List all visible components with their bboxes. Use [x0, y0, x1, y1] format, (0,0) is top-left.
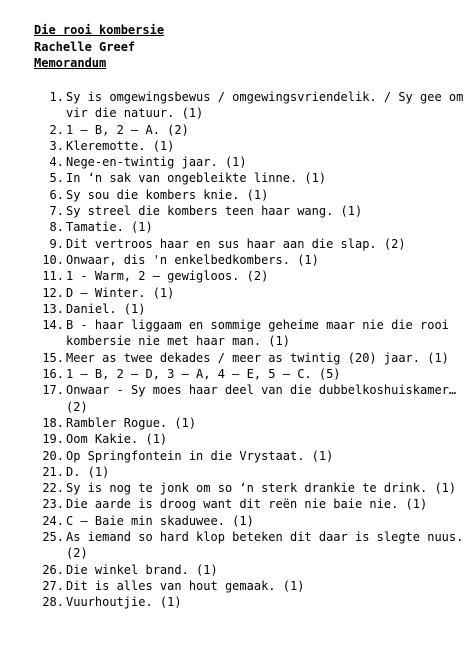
answer-item — [34, 562, 464, 578]
answer-number: 28. — [42, 595, 64, 610]
answer-text: Dit is alles van hout gemaak. (1) — [66, 578, 305, 593]
answer-text: Die aarde is droog want dit reën nie baie nie. (1) — [66, 497, 428, 512]
answer-number: 1. — [49, 90, 64, 104]
answer-item — [34, 578, 464, 594]
answer-text: Die winkel brand. (1) — [66, 562, 218, 577]
answer-text: Op Springfontein in die Vrystaat. (1) — [66, 448, 334, 463]
author-name: Rachelle Greef — [34, 39, 136, 54]
answer-item — [34, 464, 464, 480]
answer-number: 19. — [42, 432, 64, 447]
answer-number: 26. — [42, 562, 64, 577]
answer-item — [34, 415, 464, 431]
answer-text: Onwaar, dis 'n enkelbedkombers. (1) — [66, 252, 319, 267]
answer-item — [34, 285, 464, 301]
answer-text: Onwaar - Sy moes haar deel van die dubbelkoshuiskamer… (2) — [66, 383, 457, 414]
answer-text: Sy sou die kombers knie. (1) — [66, 187, 269, 202]
answer-number: 3. — [49, 138, 64, 153]
answer-item — [34, 480, 464, 496]
answer-text: D – Winter. (1) — [66, 285, 175, 300]
answer-number: 14. — [42, 318, 64, 333]
answer-text: 1 – B, 2 – A. (2) — [66, 122, 189, 137]
answer-text: Oom Kakie. (1) — [66, 432, 168, 447]
answer-number: 24. — [42, 513, 64, 528]
answer-text: As iemand so hard klop beteken dit daar is slegte nuus. (2) — [66, 530, 464, 561]
answer-number: 18. — [42, 415, 64, 430]
answer-item — [34, 89, 464, 122]
answer-item — [34, 431, 464, 447]
answer-text: Daniel. (1) — [66, 301, 146, 316]
answer-text: C – Baie min skaduwee. (1) — [66, 513, 254, 528]
answer-text: 1 – B, 2 – D, 3 – A, 4 – E, 5 – C. (5) — [66, 367, 341, 382]
answer-number: 9. — [49, 236, 64, 251]
answer-item — [34, 529, 464, 562]
answer-number: 17. — [42, 383, 64, 398]
answer-item — [34, 448, 464, 464]
answer-text: 1 - Warm, 2 – gewigloos. (2) — [66, 269, 269, 284]
answer-item — [34, 203, 464, 219]
answer-item — [34, 366, 464, 382]
answer-number: 2. — [49, 122, 64, 137]
answer-text: Nege-en-twintig jaar. (1) — [66, 155, 247, 170]
answer-number: 7. — [49, 204, 64, 219]
answer-text: Sy is omgewingsbewus / omgewingsvriendelik. / Sy gee om vir die natuur. (1) — [66, 90, 464, 121]
answer-number: 13. — [42, 301, 64, 316]
answer-item — [34, 382, 464, 415]
answer-item — [34, 268, 464, 284]
answer-number: 4. — [49, 155, 64, 170]
answer-number: 11. — [42, 269, 64, 284]
answer-text: Kleremotte. (1) — [66, 138, 175, 153]
answer-item — [34, 350, 464, 366]
answer-number: 20. — [42, 448, 64, 463]
answer-item — [34, 138, 464, 154]
answer-item — [34, 513, 464, 529]
answer-item — [34, 252, 464, 268]
answer-item — [34, 594, 464, 610]
answer-item — [34, 122, 464, 138]
answer-item — [34, 301, 464, 317]
answer-number: 6. — [49, 187, 64, 202]
document-title: Die rooi kombersie — [34, 23, 165, 37]
document-subtitle: Memorandum — [34, 56, 107, 70]
answer-item — [34, 496, 464, 512]
answer-text: Tamatie. (1) — [66, 220, 153, 235]
answer-text: Meer as twee dekades / meer as twintig (20) jaar. (1) — [66, 350, 449, 365]
answer-text: B - haar liggaam en sommige geheime maar nie die rooi kombersie nie met haar man. (1) — [66, 318, 449, 349]
answer-text: Rambler Rogue. (1) — [66, 415, 197, 430]
answer-number: 23. — [42, 497, 64, 512]
answer-item — [34, 187, 464, 203]
document-header — [34, 22, 164, 72]
answer-number: 16. — [42, 367, 64, 382]
answer-text: D. (1) — [66, 464, 110, 479]
answer-text: Sy is nog te jonk om so ‘n sterk drankie te drink. (1) — [66, 481, 457, 496]
answer-text: In ‘n sak van ongebleikte linne. (1) — [66, 171, 327, 186]
answer-number: 22. — [42, 481, 64, 496]
answer-number: 10. — [42, 252, 64, 267]
answer-item — [34, 154, 464, 170]
answer-item — [34, 317, 464, 350]
answer-text: Dit vertroos haar en sus haar aan die slap. (2) — [66, 236, 406, 251]
answer-number: 27. — [42, 578, 64, 593]
answer-number: 15. — [42, 350, 64, 365]
answer-item — [34, 219, 464, 235]
answer-number: 25. — [42, 530, 64, 545]
answer-text: Sy streel die kombers teen haar wang. (1) — [66, 204, 363, 219]
answer-number: 5. — [49, 171, 64, 186]
answer-item — [34, 236, 464, 252]
answer-number: 8. — [49, 220, 64, 235]
answer-number: 21. — [42, 464, 64, 479]
answer-text: Vuurhoutjie. (1) — [66, 595, 182, 610]
answer-item — [34, 170, 464, 186]
answer-list — [34, 89, 464, 611]
answer-number: 12. — [42, 285, 64, 300]
